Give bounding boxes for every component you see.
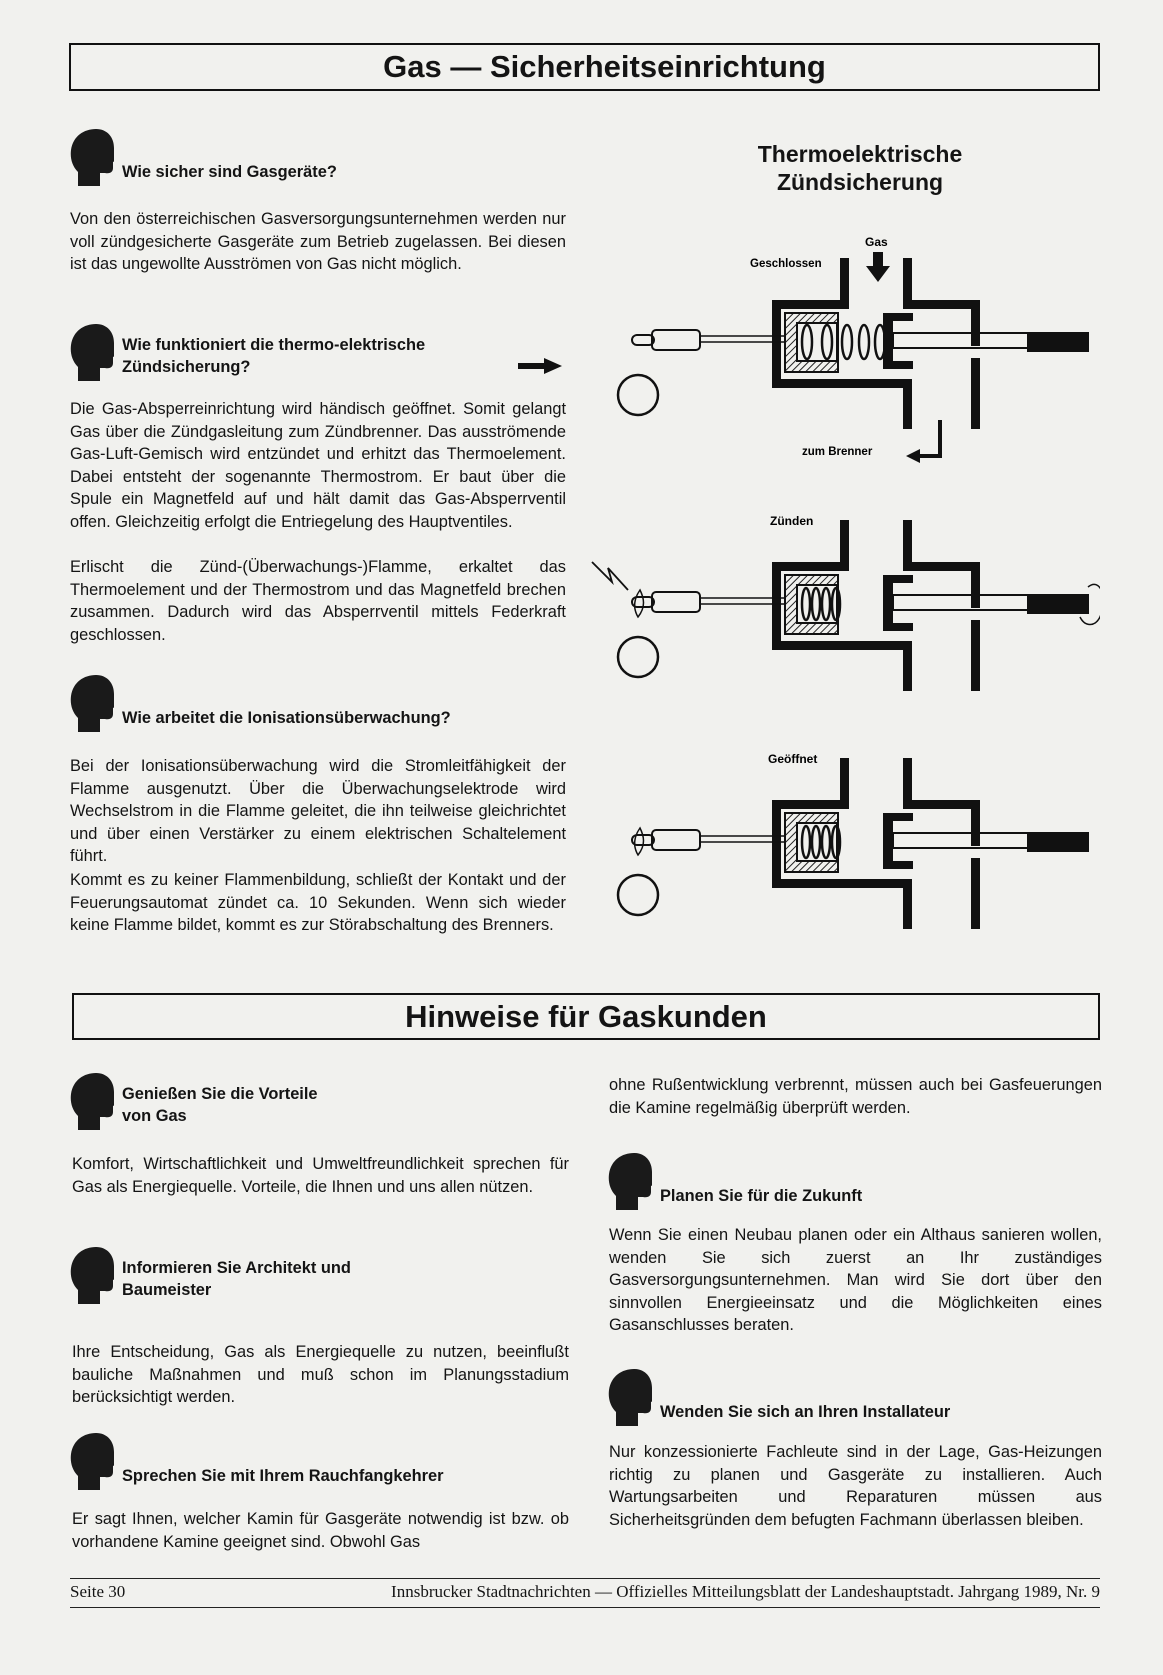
valve-closed-diagram: [618, 235, 1089, 463]
section-title-box: [72, 993, 1100, 1040]
thermoelectric-ignition-diagram: [580, 130, 1100, 940]
paragraph: Wenn Sie einen Neubau planen oder ein Althaus sanieren wollen, wenden Sie sich zuerst an Ihr zuständiges Gasversorgungsunternehmen. Man wird Sie dort über den sinnvollen Energieeinsatz und die Möglichkeiten eines Gasanschlusses beraten.: [609, 1226, 1102, 1335]
publication-line: Innsbrucker Stadtnachrichten — Offizielles Mitteilungsblatt der Landeshauptstadt. Jahrgang 1989, Nr. 9: [391, 1582, 1100, 1601]
to-burner-label: zum Brenner: [802, 446, 873, 458]
paragraph: Erlischt die Zünd-(Überwachungs-)Flamme, erkaltet das Thermoelement und der Thermostrom und das Magnetfeld brechen zusammen. Dadurch wird das Absperrventil mittels Federkraft geschlossen.: [70, 558, 566, 644]
head-icon: [608, 1368, 652, 1426]
paragraph: Bei der Ionisationsüberwachung wird die Stromleitfähigkeit der Flamme ausgenutzt. Über die Überwachungselektrode wird Wechselstrom in die Flamme geleitet, die ihn teilweise gleichrichtet und über einen Verstärker zu einem elektrischen Schaltelement führt.: [70, 757, 566, 866]
head-icon: [608, 1152, 652, 1210]
paragraph: Er sagt Ihnen, welcher Kamin für Gasgeräte notwendig ist bzw. ob vorhandene Kamine geeignet sind. Obwohl Gas: [72, 1510, 569, 1551]
state-ignite-label: Zünden: [770, 514, 814, 528]
valve-ignite-diagram: [592, 514, 1100, 691]
hint-heading: Wenden Sie sich an Ihren Installateur: [608, 1368, 950, 1426]
paragraph: Die Gas-Absperreinrichtung wird händisch geöffnet. Somit gelangt Gas über die Zündgasleitung zum Zündbrenner. Das ausströmende Gas-Luft-Gemisch wird entzündet und erhitzt das Thermoelement. Dabei entsteht der sogenannte Thermostrom. Er baut über die Spule ein Magnetfeld auf und hält damit das Gas-Absperrventil offen. Gleichzeitig erfolgt die Entriegelung des Hauptventiles.: [70, 400, 566, 531]
diagram-title: Thermoelektrische Zündsicherung: [757, 141, 963, 195]
paragraph: Komfort, Wirtschaftlichkeit und Umweltfreundlichkeit sprechen für Gas als Energiequelle. Vorteile, die Ihnen und uns allen nützen.: [72, 1155, 569, 1196]
flame-icon: [635, 590, 644, 617]
question-heading-1: Wie sicher sind Gasgeräte?: [70, 128, 337, 186]
footer: [70, 1582, 1100, 1602]
footer-rule-bottom: [70, 1607, 1100, 1608]
page-title: Gas — Sicherheitseinrichtung: [383, 49, 826, 84]
gas-arrow-icon: [866, 252, 890, 282]
footer-rule-top: [70, 1578, 1100, 1579]
head-icon: [70, 323, 114, 381]
gas-label: Gas: [865, 235, 888, 249]
spark-icon: [592, 562, 628, 590]
state-closed-label: Geschlossen: [750, 258, 822, 270]
paragraph: Kommt es zu keiner Flammenbildung, schließt der Kontakt und der Feuerungsautomat zündet ca. 10 Sekunden. Wenn sich wieder keine Flamme bildet, kommt es zur Störabschaltung des Brenners.: [70, 871, 566, 935]
head-icon: [70, 1246, 114, 1304]
section-title: Hinweise für Gaskunden: [405, 999, 767, 1034]
arrow-right-icon: [518, 358, 562, 374]
paragraph: Von den österreichischen Gasversorgungsunternehmen werden nur voll zündgesicherte Gasgeräte zum Betrieb zugelassen. Bei diesen ist das ungewollte Ausströmen von Gas nicht möglich.: [70, 210, 566, 274]
valve-open-diagram: [618, 752, 1089, 929]
hint-heading: Genießen Sie die Vorteile von Gas: [70, 1072, 318, 1130]
head-icon: [70, 1072, 114, 1130]
hint-heading: Planen Sie für die Zukunft: [608, 1152, 862, 1210]
head-icon: [70, 128, 114, 186]
state-open-label: Geöffnet: [768, 752, 818, 766]
paragraph: Nur konzessionierte Fachleute sind in der Lage, Gas-Heizungen richtig zu planen und Gasgeräte zu installieren. Auch Wartungsarbeiten und Reparaturen müssen aus Sicherheitsgründen dem befugten Fachmann überlassen bleiben.: [609, 1443, 1102, 1529]
question-heading-3: Wie arbeitet die Ionisationsüberwachung?: [70, 674, 451, 732]
hint-heading: Informieren Sie Architekt und Baumeister: [70, 1246, 351, 1304]
title-box: [69, 43, 1100, 91]
question-heading-2: Wie funktioniert die thermo-elektrische Zündsicherung?: [70, 323, 425, 381]
hint-heading: Sprechen Sie mit Ihrem Rauchfangkehrer: [70, 1432, 444, 1490]
page-number: Seite 30: [70, 1582, 126, 1601]
paragraph: Ihre Entscheidung, Gas als Energiequelle zu nutzen, beeinflußt bauliche Maßnahmen und muß schon im Planungsstadium berücksichtigt werden.: [72, 1343, 569, 1407]
head-icon: [70, 1432, 114, 1490]
paragraph: ohne Rußentwicklung verbrennt, müssen auch bei Gasfeuerungen die Kamine regelmäßig überprüft werden.: [609, 1076, 1102, 1117]
head-icon: [70, 674, 114, 732]
